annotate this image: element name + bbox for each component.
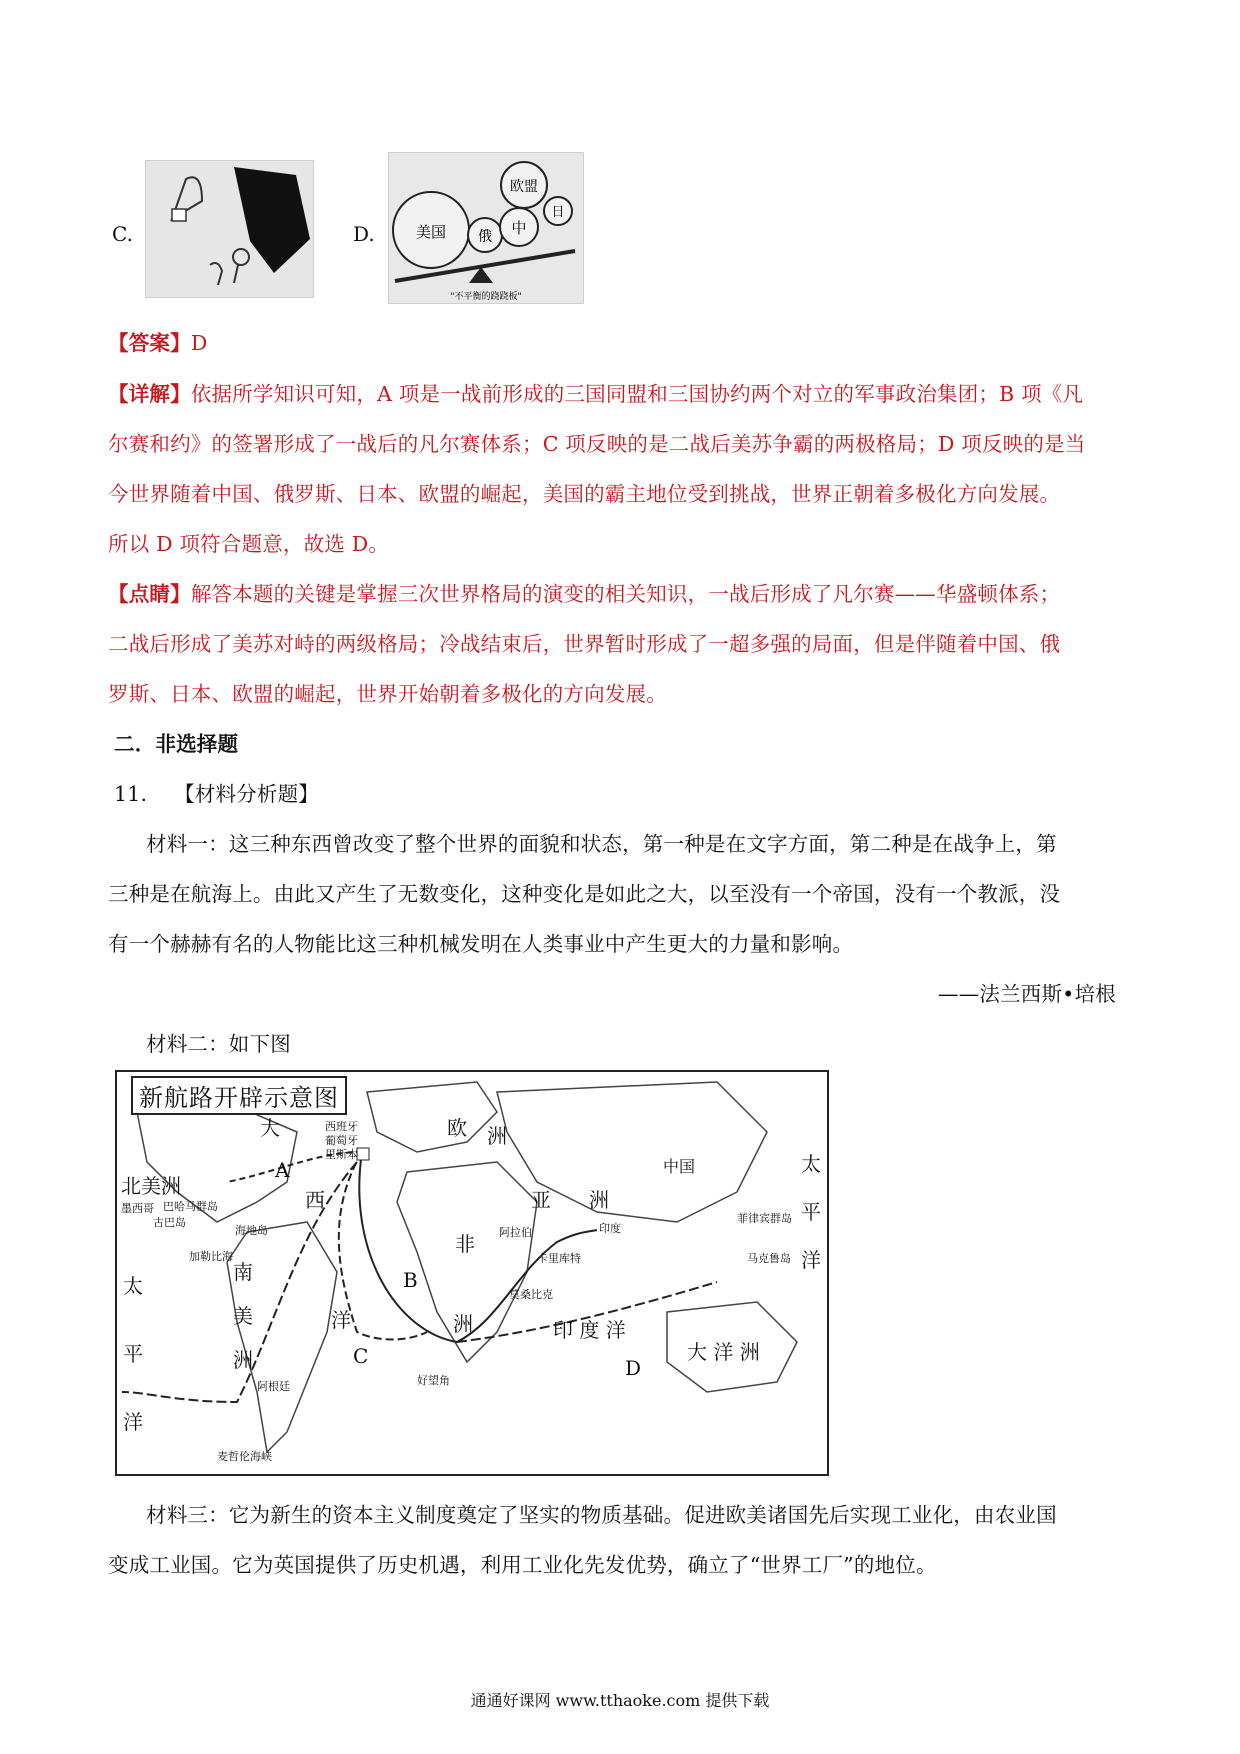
section-title: 二．非选择题 [114, 732, 239, 756]
label-philippines: 菲律宾群岛 [737, 1212, 792, 1225]
circle-russia: 俄 [478, 229, 492, 245]
comment-line-1 [108, 577, 1060, 607]
label-pacific-e-2: 平 [801, 1200, 821, 1224]
label-pacific-e-1: 太 [801, 1152, 821, 1176]
route-b-label: B [403, 1268, 418, 1292]
material3-line-2: 变成工业国。它为英国提供了历史机遇，利用工业化先发优势，确立了“世界工厂”的地位。 [108, 1553, 937, 1577]
detail-line-1 [108, 377, 1083, 407]
question-heading [114, 777, 319, 807]
comment-text-1: 解答本题的关键是掌握三次世界格局的演变的相关知识，一战后形成了凡尔赛——华盛顿体系； [190, 582, 1061, 606]
label-south-america-2: 美 [233, 1304, 253, 1328]
label-lisbon: 里斯本 [325, 1148, 358, 1161]
circle-usa: 美国 [415, 223, 447, 241]
label-bahamas: 巴哈马群岛 [163, 1200, 218, 1213]
option-d-label: D. [353, 222, 375, 246]
option-d-image [388, 152, 584, 304]
label-portugal: 葡萄牙 [325, 1134, 358, 1147]
label-atlantic-2: 西 [305, 1188, 325, 1212]
label-north-america: 北美洲 [121, 1174, 181, 1198]
circle-japan: 日 [551, 205, 565, 220]
label-south-america-3: 洲 [233, 1348, 253, 1372]
label-cape-good-hope: 好望角 [417, 1374, 450, 1387]
new-sea-route-map [115, 1070, 829, 1476]
material3-line-1: 材料三：它为新生的资本主义制度奠定了坚实的物质基础。促进欧美诸国先后实现工业化，由农业国 [146, 1503, 1057, 1527]
label-calicut: 卡里库特 [537, 1252, 581, 1265]
circle-eu: 欧盟 [510, 179, 538, 195]
detail-tag: 【详解】 [108, 382, 191, 406]
label-africa-2: 洲 [453, 1312, 473, 1336]
comment-tag: 【点睛】 [108, 582, 191, 606]
label-europe-1: 欧 [447, 1116, 467, 1140]
label-pacific-w-2: 平 [123, 1342, 143, 1366]
label-cuba: 古巴岛 [153, 1216, 186, 1229]
detail-line-3: 今世界随着中国、俄罗斯、日本、欧盟的崛起，美国的霸主地位受到挑战，世界正朝着多极化方向发展。 [108, 482, 1061, 506]
label-south-america-1: 南 [233, 1260, 253, 1284]
label-pacific-w-3: 洋 [123, 1410, 143, 1434]
material1-source: ——法兰西斯•培根 [938, 982, 1116, 1006]
label-arabia: 阿拉伯 [499, 1226, 532, 1239]
route-c-label: C [353, 1344, 369, 1368]
route-a-label: A [275, 1158, 290, 1182]
seesaw-caption: "不平衡的跷跷板" [450, 292, 522, 302]
seesaw-cartoon-icon [389, 153, 583, 303]
cold-war-cartoon-icon [146, 161, 313, 297]
question-type: 【材料分析题】 [174, 782, 319, 806]
material1-line-2: 三种是在航海上。由此又产生了无数变化，这种变化是如此之大，以至没有一个帝国，没有一个教派，没 [108, 882, 1061, 906]
label-argentina: 阿根廷 [257, 1380, 290, 1393]
label-pacific-e-3: 洋 [801, 1248, 821, 1272]
option-c-image [145, 160, 314, 298]
circle-china: 中 [511, 219, 527, 237]
label-magellan-strait: 麦哲伦海峡 [217, 1450, 272, 1463]
label-oceania: 大 洋 洲 [687, 1340, 760, 1364]
label-haiti: 海地岛 [235, 1224, 268, 1237]
label-caribbean: 加勒比海 [189, 1250, 233, 1263]
detail-line-2: 尔赛和约》的签署形成了一战后的凡尔赛体系；C 项反映的是二战后美苏争霸的两极格局；D 项反映的是当 [108, 432, 1086, 456]
answer-value: D [190, 331, 208, 355]
answer-tag: 【答案】 [108, 331, 191, 355]
label-indian-ocean: 印 度 洋 [553, 1318, 626, 1342]
material1-line-3: 有一个赫赫有名的人物能比这三种机械发明在人类事业中产生更大的力量和影响。 [108, 932, 854, 956]
label-africa-1: 非 [455, 1232, 475, 1256]
label-asia-2: 洲 [589, 1188, 609, 1212]
label-mexico: 墨西哥 [121, 1202, 154, 1215]
material2-intro: 材料二：如下图 [146, 1032, 291, 1056]
comment-line-3: 罗斯、日本、欧盟的崛起，世界开始朝着多极化的方向发展。 [108, 682, 667, 706]
label-pacific-w-1: 太 [123, 1274, 143, 1298]
label-asia-1: 亚 [531, 1188, 551, 1212]
label-europe-2: 洲 [487, 1124, 507, 1148]
detail-line-4: 所以 D 项符合题意，故选 D。 [108, 532, 390, 556]
detail-text-1: 依据所学知识可知，A 项是一战前形成的三国同盟和三国协约两个对立的军事政治集团；B 项《凡 [190, 382, 1084, 406]
label-china: 中国 [663, 1157, 696, 1176]
label-india: 印度 [599, 1222, 621, 1235]
world-map-icon [117, 1072, 827, 1474]
question-number: 11. [114, 782, 148, 806]
option-c-label: C. [112, 222, 133, 246]
answer-line [108, 326, 207, 356]
map-title: 新航路开辟示意图 [131, 1076, 347, 1115]
material1-line-1: 材料一：这三种东西曾改变了整个世界的面貌和状态，第一种是在文字方面，第二种是在战争上，第 [146, 832, 1057, 856]
label-mozambique: 莫桑比克 [509, 1288, 553, 1301]
page-footer: 通通好课网 www.tthaoke.com 提供下载 [470, 1691, 770, 1710]
label-moluccas: 马克鲁岛 [747, 1252, 791, 1265]
comment-line-2: 二战后形成了美苏对峙的两级格局；冷战结束后，世界暂时形成了一超多强的局面，但是伴随着中国、俄 [108, 632, 1061, 656]
route-d-label: D [625, 1356, 642, 1380]
label-atlantic-1: 大 [260, 1116, 280, 1140]
label-spain: 西班牙 [325, 1120, 358, 1133]
label-atlantic-3: 洋 [331, 1308, 351, 1332]
